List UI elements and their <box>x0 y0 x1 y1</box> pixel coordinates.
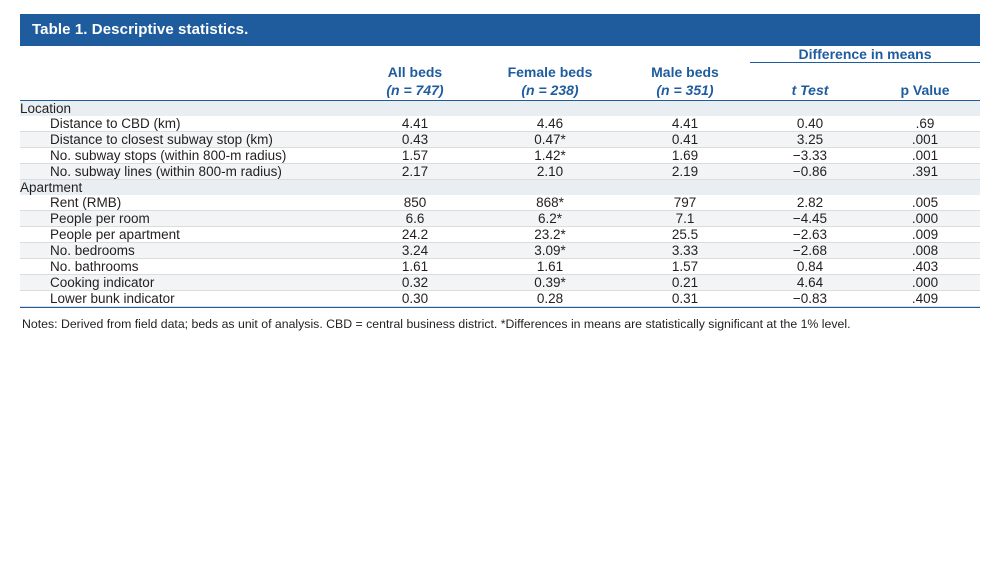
cell-female: 1.61 <box>480 259 620 275</box>
table-row <box>20 148 980 164</box>
cell-male: 797 <box>620 195 750 211</box>
row-label: No. bedrooms <box>20 243 350 259</box>
cell-p: .001 <box>870 148 980 164</box>
column-header-female-beds-text: Female beds <box>507 63 593 80</box>
cell-female: 4.46 <box>480 116 620 132</box>
row-label: People per apartment <box>20 227 350 243</box>
cell-p: .69 <box>870 116 980 132</box>
column-header-male-beds <box>620 63 750 101</box>
column-header-female-beds-n: (n = 238) <box>521 82 579 99</box>
cell-all: 0.30 <box>350 291 480 307</box>
cell-all: 1.61 <box>350 259 480 275</box>
cell-t: −3.33 <box>750 148 870 164</box>
row-label: Rent (RMB) <box>20 195 350 211</box>
cell-male: 0.41 <box>620 132 750 148</box>
row-label: No. subway stops (within 800-m radius) <box>20 148 350 164</box>
cell-p: .403 <box>870 259 980 275</box>
cell-t: 0.84 <box>750 259 870 275</box>
cell-p: .000 <box>870 211 980 227</box>
cell-t: 4.64 <box>750 275 870 291</box>
cell-p: .008 <box>870 243 980 259</box>
section-label-location: Location <box>20 101 350 117</box>
cell-male: 1.57 <box>620 259 750 275</box>
table-row <box>20 275 980 291</box>
row-label: No. subway lines (within 800-m radius) <box>20 164 350 180</box>
section-row-apartment <box>20 180 980 196</box>
cell-p: .000 <box>870 275 980 291</box>
cell-male: 7.1 <box>620 211 750 227</box>
table-row <box>20 164 980 180</box>
cell-male: 4.41 <box>620 116 750 132</box>
cell-female: 0.28 <box>480 291 620 307</box>
cell-female: 0.47* <box>480 132 620 148</box>
column-header-row <box>20 63 980 101</box>
row-label: Cooking indicator <box>20 275 350 291</box>
table-row <box>20 227 980 243</box>
cell-t: −0.83 <box>750 291 870 307</box>
table-row <box>20 195 980 211</box>
cell-female: 1.42* <box>480 148 620 164</box>
table-notes: Notes: Derived from field data; beds as unit of analysis. CBD = central business district. *Differences in means are statistically significant at the 1% level. <box>22 317 851 332</box>
cell-all: 6.6 <box>350 211 480 227</box>
cell-female: 2.10 <box>480 164 620 180</box>
table-row <box>20 291 980 307</box>
cell-t: 2.82 <box>750 195 870 211</box>
descriptive-statistics-table <box>20 14 980 333</box>
cell-all: 24.2 <box>350 227 480 243</box>
cell-t: −0.86 <box>750 164 870 180</box>
cell-t: 0.40 <box>750 116 870 132</box>
cell-all: 1.57 <box>350 148 480 164</box>
table-row <box>20 211 980 227</box>
cell-t: 3.25 <box>750 132 870 148</box>
table-row <box>20 259 980 275</box>
section-row-location <box>20 101 980 117</box>
column-header-male-beds-text: Male beds <box>651 63 719 80</box>
column-header-p-value: p Value <box>900 82 950 99</box>
column-header-t-test: t Test <box>791 82 829 99</box>
column-header-all-beds-n: (n = 747) <box>386 82 444 99</box>
section-label-apartment: Apartment <box>20 180 350 196</box>
cell-male: 2.19 <box>620 164 750 180</box>
row-label: People per room <box>20 211 350 227</box>
column-header-all-beds-text: All beds <box>387 63 443 80</box>
row-label: Distance to CBD (km) <box>20 116 350 132</box>
row-label: No. bathrooms <box>20 259 350 275</box>
cell-all: 2.17 <box>350 164 480 180</box>
span-header-row <box>20 46 980 62</box>
column-header-label <box>20 63 350 101</box>
cell-all: 3.24 <box>350 243 480 259</box>
cell-t: −2.63 <box>750 227 870 243</box>
cell-female: 23.2* <box>480 227 620 243</box>
table-row <box>20 116 980 132</box>
cell-female: 6.2* <box>480 211 620 227</box>
cell-t: −4.45 <box>750 211 870 227</box>
cell-all: 0.32 <box>350 275 480 291</box>
cell-p: .391 <box>870 164 980 180</box>
cell-t: −2.68 <box>750 243 870 259</box>
table-row <box>20 132 980 148</box>
cell-p: .001 <box>870 132 980 148</box>
cell-p: .009 <box>870 227 980 243</box>
cell-male: 1.69 <box>620 148 750 164</box>
cell-male: 0.31 <box>620 291 750 307</box>
column-header-female-beds <box>480 63 620 101</box>
column-header-male-beds-n: (n = 351) <box>656 82 714 99</box>
cell-female: 3.09* <box>480 243 620 259</box>
span-header-difference-in-means: Difference in means <box>798 46 932 62</box>
cell-all: 850 <box>350 195 480 211</box>
cell-male: 25.5 <box>620 227 750 243</box>
cell-all: 0.43 <box>350 132 480 148</box>
row-label: Lower bunk indicator <box>20 291 350 307</box>
cell-male: 3.33 <box>620 243 750 259</box>
cell-female: 0.39* <box>480 275 620 291</box>
cell-p: .005 <box>870 195 980 211</box>
table-title: Table 1. Descriptive statistics. <box>20 14 980 46</box>
cell-p: .409 <box>870 291 980 307</box>
stats-table <box>20 46 980 307</box>
column-header-all-beds <box>350 63 480 101</box>
row-label: Distance to closest subway stop (km) <box>20 132 350 148</box>
table-row <box>20 243 980 259</box>
cell-female: 868* <box>480 195 620 211</box>
cell-male: 0.21 <box>620 275 750 291</box>
cell-all: 4.41 <box>350 116 480 132</box>
